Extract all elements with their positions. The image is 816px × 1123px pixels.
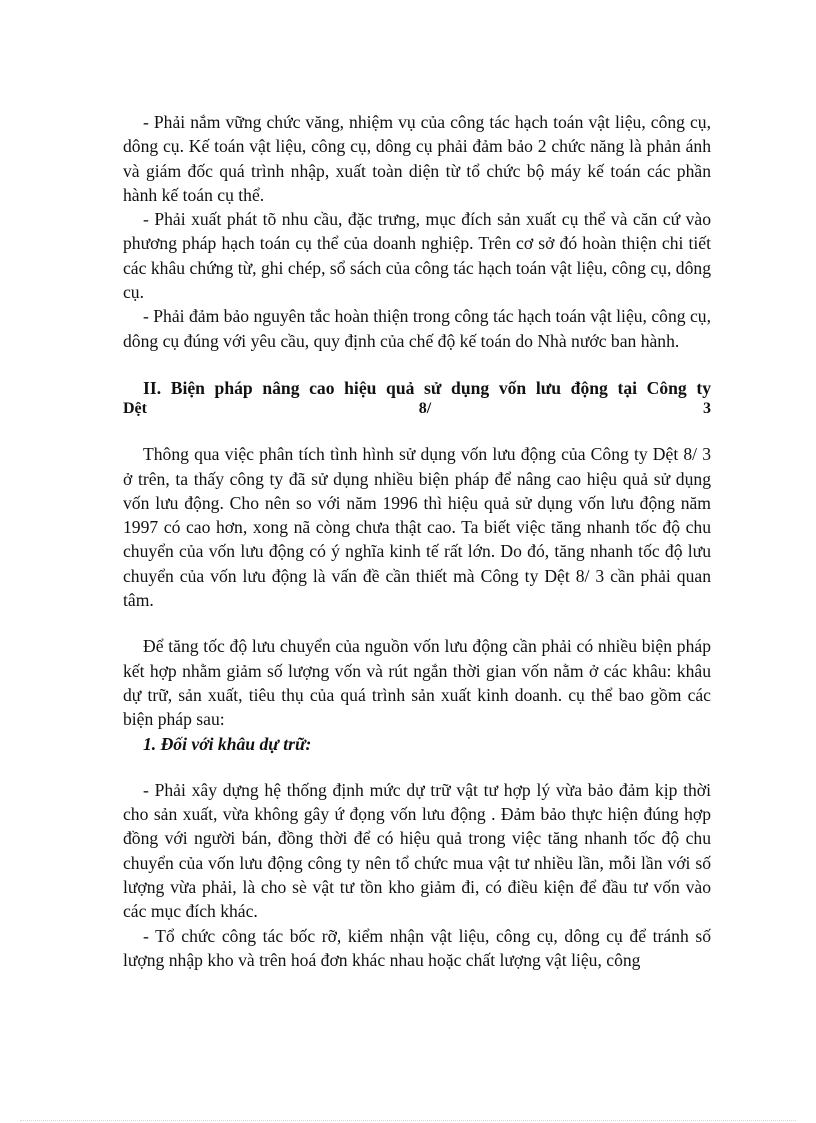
page-bottom-divider xyxy=(20,1120,796,1121)
heading-word-8: 8/ xyxy=(418,400,432,418)
section-heading-tail xyxy=(123,400,711,418)
heading-word-3: 3 xyxy=(703,400,711,418)
paragraph-2: - Phải xuất phát tõ nhu cầu, đặc trưng, mục đích sản xuất cụ thể và căn cứ vào phương pháp hạch toán cụ thể của doanh nghiệp. Trên cơ sở đó hoàn thiện chi tiết các khâu chứng từ, ghi chép, sổ sách của công tác hạch toán vật liệu, công cụ, dông cụ. xyxy=(123,209,711,303)
heading-word-det: Dệt xyxy=(123,400,147,418)
paragraph-1: - Phải nắm vững chức văng, nhiệm vụ của công tác hạch toán vật liệu, công cụ, dông cụ. Kế toán vật liệu, công cụ, dông cụ phải đảm bảo 2 chức năng là phản ánh và giám đốc quá trình nhập, xuất toàn diện từ tổ chức bộ máy kế toán các phần hành kế toán cụ thể. xyxy=(123,112,711,205)
paragraph-3: - Phải đảm bảo nguyên tắc hoàn thiện trong công tác hạch toán vật liệu, công cụ, dông cụ đúng với yêu cầu, quy định của chế độ kế toán do Nhà nước ban hành. xyxy=(123,306,711,351)
paragraph-5: Để tăng tốc độ lưu chuyển của nguồn vốn lưu động cần phải có nhiều biện pháp kết hợp nhằm giảm số lượng vốn và rút ngắn thời gian vốn nằm ở các khâu: khâu dự trữ, sản xuất, tiêu thụ của quá trình sản xuất kinh doanh. cụ thể bao gồm các biện pháp sau: xyxy=(123,636,711,730)
paragraph-4: Thông qua việc phân tích tình hình sử dụng vốn lưu động của Công ty Dệt 8/ 3 ở trên, ta thấy công ty đã sử dụng nhiều biện pháp để nâng cao hiệu quả sử dụng vốn lưu động. Cho nên so với năm 1996 thì hiệu quả sử dụng vốn lưu động năm 1997 có cao hơn, xong nã còng chưa thật cao. Ta biết việc tăng nhanh tốc độ chu chuyển của vốn lưu động có ý nghĩa kinh tế rất lớn. Do đó, tăng nhanh tốc độ lưu chuyển của vốn lưu động là vấn đề cần thiết mà Công ty Dệt 8/ 3 cần phải quan tâm. xyxy=(123,444,711,611)
paragraph-6: - Phải xây dựng hệ thống định mức dự trữ vật tư hợp lý vừa bảo đảm kịp thời cho sản xuất, vừa không gây ứ đọng vốn lưu động . Đảm bảo thực hiện đúng hợp đồng với người bán, đồng thời để có hiệu quả trong việc tăng nhanh tốc độ chu chuyển của vốn lưu động công ty nên tổ chức mua vật tư nhiều lần, mỗi lần với số lượng vừa phải, là cho sè vật tư tồn kho giảm đi, có điều kiện để đầu tư vốn vào các mục đích khác. xyxy=(123,779,711,922)
paragraph-7: - Tổ chức công tác bốc rỡ, kiểm nhận vật liệu, công cụ, dông cụ để tránh số lượng nhập kho và trên hoá đơn khác nhau hoặc chất lượng vật liệu, công xyxy=(123,925,711,970)
section-heading: II. Biện pháp nâng cao hiệu quả sử dụng vốn lưu động tại Công ty xyxy=(143,377,711,398)
document-page xyxy=(123,110,711,972)
subheading-du-tru: 1. Đối với khâu dự trữ: xyxy=(143,733,312,754)
